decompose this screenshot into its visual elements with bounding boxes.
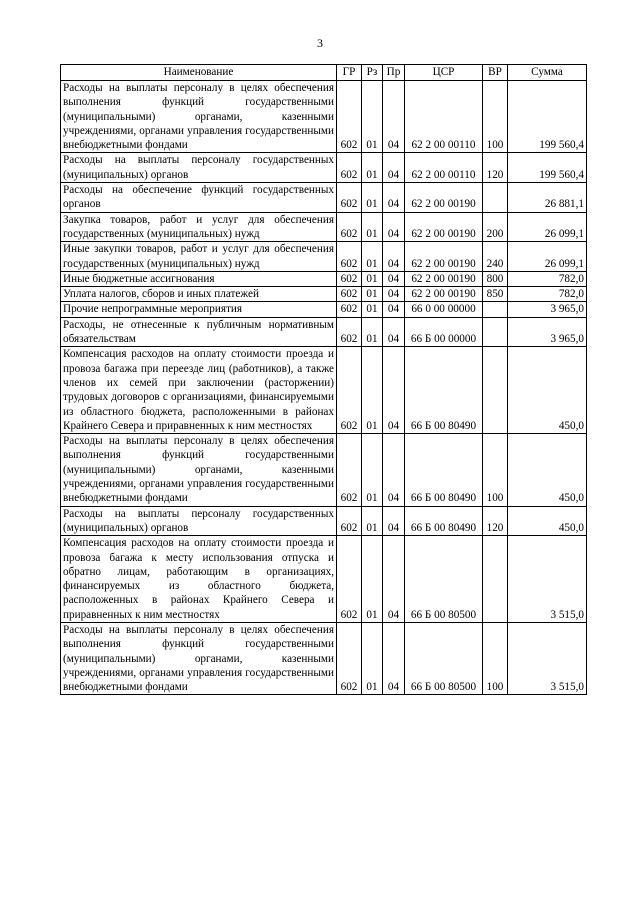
cell-gr: 602: [337, 242, 362, 272]
cell-rz: 01: [362, 153, 383, 183]
cell-rz: 01: [362, 81, 383, 153]
cell-csr: 62 2 00 00190: [405, 242, 483, 272]
header-sum: Сумма: [508, 65, 587, 81]
cell-pr: 04: [383, 183, 405, 213]
table-row: [61, 212, 587, 242]
cell-name: Расходы на выплаты персоналу государственных (муниципальных) органов: [61, 506, 337, 536]
cell-rz: 01: [362, 212, 383, 242]
cell-gr: 602: [337, 183, 362, 213]
header-gr: ГР: [337, 65, 362, 81]
cell-sum: 782,0: [508, 287, 587, 302]
cell-name: Закупка товаров, работ и услуг для обеспечения государственных (муниципальных) нужд: [61, 212, 337, 242]
cell-pr: 04: [383, 153, 405, 183]
cell-csr: 62 2 00 00190: [405, 287, 483, 302]
header-name: Наименование: [61, 65, 337, 81]
cell-gr: 602: [337, 506, 362, 536]
cell-csr: 66 Б 00 80490: [405, 434, 483, 506]
cell-pr: 04: [383, 287, 405, 302]
cell-csr: 66 0 00 00000: [405, 302, 483, 317]
table-row: [61, 242, 587, 272]
cell-csr: 66 Б 00 80500: [405, 622, 483, 694]
cell-vr: [483, 183, 508, 213]
cell-name: Расходы на выплаты персоналу в целях обеспечения выполнения функций государственными (муниципальными) органами, казенными учреждениями, органами управления государственными внебюджетными фондами: [61, 434, 337, 506]
table-row: [61, 622, 587, 694]
header-csr: ЦСР: [405, 65, 483, 81]
cell-sum: 199 560,4: [508, 81, 587, 153]
cell-rz: 01: [362, 183, 383, 213]
cell-vr: [483, 347, 508, 434]
cell-sum: 26 881,1: [508, 183, 587, 213]
cell-csr: 62 2 00 00110: [405, 81, 483, 153]
table-header-row: [61, 65, 587, 81]
cell-gr: 602: [337, 347, 362, 434]
cell-rz: 01: [362, 434, 383, 506]
cell-rz: 01: [362, 536, 383, 623]
cell-name: Иные бюджетные ассигнования: [61, 271, 337, 286]
cell-name: Расходы на обеспечение функций государственных органов: [61, 183, 337, 213]
cell-pr: 04: [383, 271, 405, 286]
cell-pr: 04: [383, 242, 405, 272]
cell-vr: 120: [483, 506, 508, 536]
table-row: [61, 302, 587, 317]
table-row: [61, 183, 587, 213]
cell-vr: 850: [483, 287, 508, 302]
cell-name: Компенсация расходов на оплату стоимости проезда и провоза багажа при переезде лиц (работников), а также членов их семей при заключении (расторжении) трудовых договоров с организациями, финансируемыми из областного бюджета, расположенными в районах Крайнего Севера и приравненных к ним местностях: [61, 347, 337, 434]
cell-sum: 450,0: [508, 434, 587, 506]
cell-name: Расходы на выплаты персоналу в целях обеспечения выполнения функций государственными (муниципальными) органами, казенными учреждениями, органами управления государственными внебюджетными фондами: [61, 622, 337, 694]
table-row: [61, 434, 587, 506]
cell-sum: 450,0: [508, 347, 587, 434]
cell-vr: 100: [483, 434, 508, 506]
header-rz: Рз: [362, 65, 383, 81]
cell-pr: 04: [383, 536, 405, 623]
cell-rz: 01: [362, 622, 383, 694]
cell-rz: 01: [362, 287, 383, 302]
cell-pr: 04: [383, 347, 405, 434]
cell-vr: 120: [483, 153, 508, 183]
cell-csr: 66 Б 00 80490: [405, 506, 483, 536]
cell-name: Расходы, не отнесенные к публичным нормативным обязательствам: [61, 317, 337, 347]
cell-csr: 66 Б 00 00000: [405, 317, 483, 347]
cell-gr: 602: [337, 536, 362, 623]
cell-vr: 800: [483, 271, 508, 286]
page-number: 3: [317, 36, 323, 50]
budget-table: [60, 64, 587, 695]
cell-gr: 602: [337, 302, 362, 317]
cell-csr: 62 2 00 00190: [405, 271, 483, 286]
cell-rz: 01: [362, 317, 383, 347]
cell-pr: 04: [383, 317, 405, 347]
table-body: [61, 81, 587, 695]
cell-sum: 3 965,0: [508, 317, 587, 347]
cell-sum: 199 560,4: [508, 153, 587, 183]
cell-vr: [483, 317, 508, 347]
cell-rz: 01: [362, 242, 383, 272]
cell-gr: 602: [337, 81, 362, 153]
cell-vr: 240: [483, 242, 508, 272]
cell-csr: 66 Б 00 80490: [405, 347, 483, 434]
cell-name: Прочие непрограммные мероприятия: [61, 302, 337, 317]
cell-rz: 01: [362, 506, 383, 536]
cell-name: Компенсация расходов на оплату стоимости проезда и провоза багажа к месту использования отпуска и обратно лицам, работающим в организациях, финансируемых из областного бюджета, расположенных в районах Крайнего Севера и приравненных к ним местностях: [61, 536, 337, 623]
cell-csr: 62 2 00 00190: [405, 212, 483, 242]
cell-vr: 100: [483, 622, 508, 694]
cell-vr: 100: [483, 81, 508, 153]
header-pr: Пр: [383, 65, 405, 81]
cell-sum: 450,0: [508, 506, 587, 536]
cell-vr: 200: [483, 212, 508, 242]
cell-sum: 26 099,1: [508, 212, 587, 242]
cell-gr: 602: [337, 434, 362, 506]
cell-pr: 04: [383, 81, 405, 153]
cell-gr: 602: [337, 212, 362, 242]
cell-pr: 04: [383, 506, 405, 536]
cell-csr: 66 Б 00 80500: [405, 536, 483, 623]
table-row: [61, 271, 587, 286]
header-vr: ВР: [483, 65, 508, 81]
cell-sum: 26 099,1: [508, 242, 587, 272]
cell-name: Уплата налогов, сборов и иных платежей: [61, 287, 337, 302]
cell-sum: 3 515,0: [508, 536, 587, 623]
table-row: [61, 81, 587, 153]
cell-name: Расходы на выплаты персоналу в целях обеспечения выполнения функций государственными (муниципальными) органами, казенными учреждениями, органами управления государственными внебюджетными фондами: [61, 81, 337, 153]
cell-gr: 602: [337, 287, 362, 302]
cell-gr: 602: [337, 622, 362, 694]
cell-name: Расходы на выплаты персоналу государственных (муниципальных) органов: [61, 153, 337, 183]
table-row: [61, 536, 587, 623]
cell-pr: 04: [383, 212, 405, 242]
cell-sum: 3 965,0: [508, 302, 587, 317]
table-row: [61, 287, 587, 302]
table-row: [61, 506, 587, 536]
cell-vr: [483, 302, 508, 317]
cell-gr: 602: [337, 317, 362, 347]
table-row: [61, 153, 587, 183]
cell-vr: [483, 536, 508, 623]
cell-rz: 01: [362, 271, 383, 286]
cell-sum: 782,0: [508, 271, 587, 286]
cell-pr: 04: [383, 302, 405, 317]
cell-pr: 04: [383, 622, 405, 694]
cell-rz: 01: [362, 302, 383, 317]
table-row: [61, 347, 587, 434]
cell-pr: 04: [383, 434, 405, 506]
cell-name: Иные закупки товаров, работ и услуг для обеспечения государственных (муниципальных) нужд: [61, 242, 337, 272]
cell-gr: 602: [337, 153, 362, 183]
table-row: [61, 317, 587, 347]
cell-sum: 3 515,0: [508, 622, 587, 694]
cell-csr: 62 2 00 00190: [405, 183, 483, 213]
cell-rz: 01: [362, 347, 383, 434]
cell-csr: 62 2 00 00110: [405, 153, 483, 183]
cell-gr: 602: [337, 271, 362, 286]
